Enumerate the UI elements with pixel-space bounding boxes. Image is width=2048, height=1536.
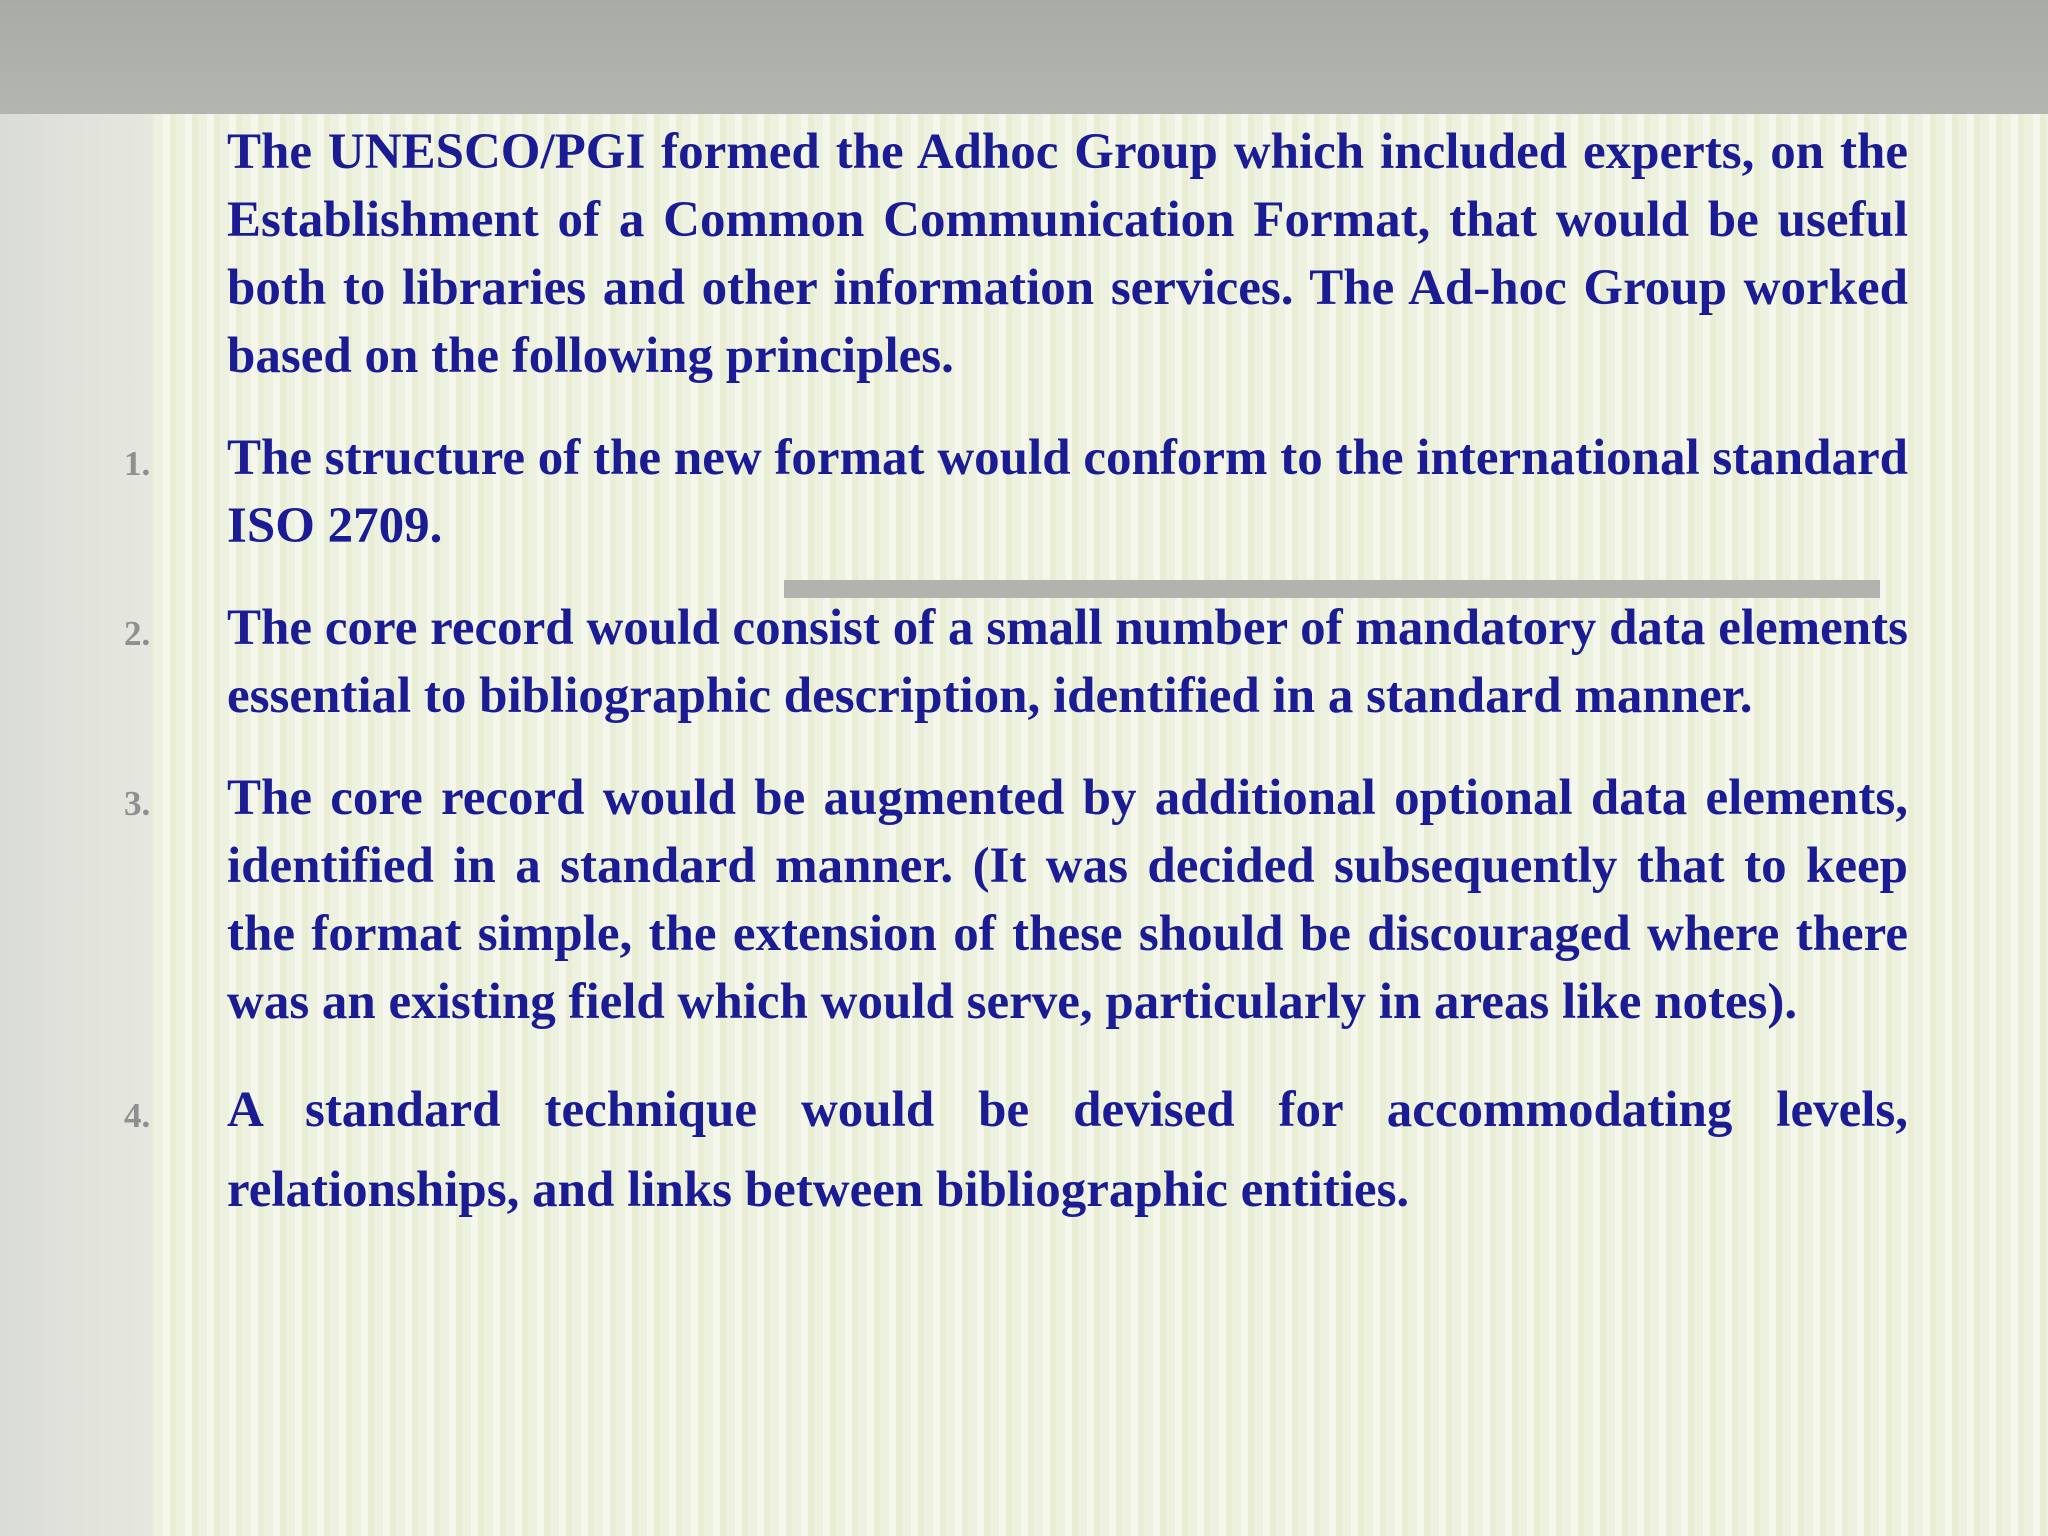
list-item-number: 4. [124,1096,151,1135]
list-item-text: The structure of the new format would conform to the international standard ISO 2709. [227,430,1908,554]
intro-paragraph: The UNESCO/PGI formed the Adhoc Group which included experts, on the Establishment of a Common Communication Format, that would be useful both to libraries and other information services. The Ad-hoc Group worked based on the following principles. [227,124,1908,384]
list-item-text: The core record would be augmented by additional optional data elements, identified in a standard manner. (It was decided subsequently that to keep the format simple, the extension of these should be discouraged where there was an existing field which would serve, particularly in areas like notes). [227,770,1908,1030]
list-item-number: 3. [124,784,151,823]
slide-body [124,118,1908,1230]
list-item-number: 1. [124,444,151,483]
list-item [124,594,1908,730]
slide-header-bar [0,0,2048,114]
list-item-text: The core record would consist of a small number of mandatory data elements essential to bibliographic description, identified in a standard manner. [227,600,1908,724]
list-item [124,424,1908,560]
list-item [124,1070,1908,1230]
list-item-number: 2. [124,614,151,653]
list-item [124,764,1908,1036]
list-item-text: A standard technique would be devised for accommodating levels, relationships, and links between bibliographic entities. [227,1082,1908,1218]
